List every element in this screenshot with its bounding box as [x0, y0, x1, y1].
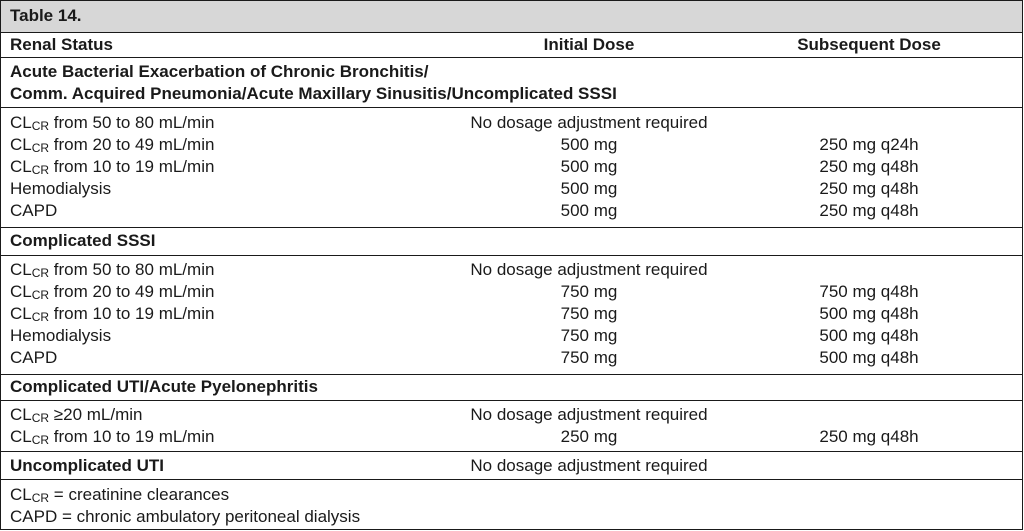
- table-row: [1, 134, 1022, 156]
- section-body: [1, 400, 1022, 451]
- initial-dose-cell: 250 mg: [560, 427, 618, 446]
- section-heading-line: Complicated UTI/Acute Pyelonephritis: [10, 377, 318, 396]
- initial-dose-cell: 750 mg: [560, 348, 618, 367]
- table-caption: Table 14.: [1, 1, 1022, 32]
- column-header-row: [1, 32, 1022, 57]
- section-heading-line: Acute Bacterial Exacerbation of Chronic Bronchitis/: [10, 62, 429, 81]
- section-heading: [1, 227, 1022, 255]
- table-row: [1, 112, 1022, 134]
- table-row: [1, 156, 1022, 178]
- renal-status-cell: CLCR from 20 to 49 mL/min: [10, 282, 215, 302]
- section-heading-line: Comm. Acquired Pneumonia/Acute Maxillary Sinusitis/Uncomplicated SSSI: [10, 84, 617, 103]
- column-header-renal-status: Renal Status: [10, 35, 113, 54]
- initial-dose-cell: No dosage adjustment required: [470, 456, 708, 475]
- subsequent-dose-cell: 250 mg q48h: [819, 157, 919, 176]
- renal-status-cell: Hemodialysis: [10, 179, 112, 198]
- subsequent-dose-cell: 500 mg q48h: [819, 304, 919, 323]
- table-row: [1, 281, 1022, 303]
- subsequent-dose-cell: 250 mg q48h: [819, 427, 919, 446]
- renal-status-cell: CLCR from 50 to 80 mL/min: [10, 260, 215, 280]
- renal-status-cell: CLCR ≥20 mL/min: [10, 405, 143, 425]
- initial-dose-cell: 750 mg: [560, 282, 618, 301]
- section-heading: [1, 374, 1022, 400]
- footnotes: [1, 479, 1022, 529]
- subsequent-dose-cell: 500 mg q48h: [819, 326, 919, 345]
- section-heading-line: Uncomplicated UTI: [10, 456, 164, 475]
- initial-dose-cell: 750 mg: [560, 304, 618, 323]
- table-row: [1, 303, 1022, 325]
- table-row: [1, 426, 1022, 448]
- initial-dose-cell: 500 mg: [560, 135, 618, 154]
- table-row: [1, 200, 1022, 222]
- initial-dose-cell: No dosage adjustment required: [470, 405, 708, 424]
- subsequent-dose-cell: 250 mg q48h: [819, 201, 919, 220]
- renal-status-cell: CLCR from 10 to 19 mL/min: [10, 427, 215, 447]
- section-body: [1, 255, 1022, 374]
- renal-status-cell: CLCR from 10 to 19 mL/min: [10, 157, 215, 177]
- table-row: [1, 259, 1022, 281]
- renal-status-cell: CLCR from 50 to 80 mL/min: [10, 113, 215, 133]
- initial-dose-cell: 750 mg: [560, 326, 618, 345]
- initial-dose-cell: 500 mg: [560, 201, 618, 220]
- initial-dose-cell: No dosage adjustment required: [470, 260, 708, 279]
- footnote: CAPD = chronic ambulatory peritoneal dialysis: [10, 507, 361, 526]
- initial-dose-cell: No dosage adjustment required: [470, 113, 708, 132]
- footnote: CLCR = creatinine clearances: [10, 485, 230, 505]
- initial-dose-cell: 500 mg: [560, 179, 618, 198]
- section-body: [1, 107, 1022, 227]
- section-heading-line: Complicated SSSI: [10, 231, 156, 250]
- subsequent-dose-cell: 250 mg q24h: [819, 135, 919, 154]
- renal-status-cell: CLCR from 10 to 19 mL/min: [10, 304, 215, 324]
- uncomplicated-uti-row: [1, 451, 1022, 479]
- subsequent-dose-cell: 750 mg q48h: [819, 282, 919, 301]
- renal-status-cell: CAPD: [10, 348, 58, 367]
- column-header-subsequent-dose: Subsequent Dose: [797, 35, 941, 54]
- initial-dose-cell: 500 mg: [560, 157, 618, 176]
- renal-status-cell: Hemodialysis: [10, 326, 112, 345]
- subsequent-dose-cell: 250 mg q48h: [819, 179, 919, 198]
- table-row: [1, 347, 1022, 369]
- renal-status-cell: CAPD: [10, 201, 58, 220]
- section-heading: [1, 57, 1022, 107]
- table-row: [1, 178, 1022, 200]
- column-header-initial-dose: Initial Dose: [543, 35, 635, 54]
- table-row: [1, 325, 1022, 347]
- table-row: [1, 404, 1022, 426]
- renal-status-cell: CLCR from 20 to 49 mL/min: [10, 135, 215, 155]
- subsequent-dose-cell: 500 mg q48h: [819, 348, 919, 367]
